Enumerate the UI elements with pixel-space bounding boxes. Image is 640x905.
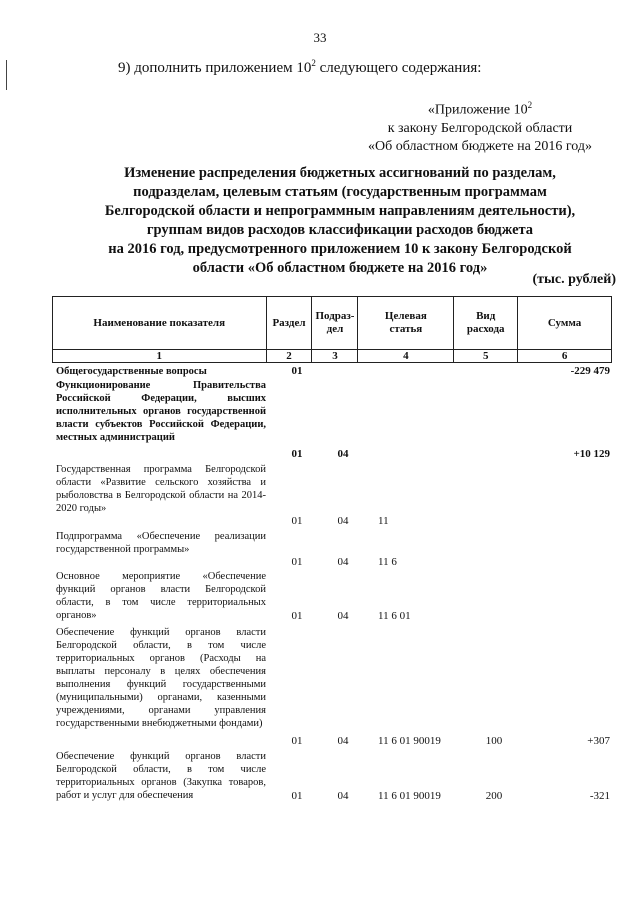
row-podrazdel: 04 [337, 790, 349, 802]
row-summa: +10 129 [573, 448, 610, 460]
row-statya: 11 6 01 [378, 610, 411, 622]
row-name: Обеспечение функций органов власти Белгородской области, в том числе территориальных органов (Расходы на выплаты персоналу в целях обеспечения выполнения функций государственными (муниципальными) органами, казенными учреждениями, органами управления государственными внебюджетными фондами) [56, 627, 266, 729]
col-num-5: 5 [454, 350, 518, 363]
row-name: Подпрограмма «Обеспечение реализации государственной программы» [56, 531, 266, 555]
row-razdel: 01 [291, 556, 303, 568]
row-razdel: 01 [291, 790, 303, 802]
row-vid: 200 [485, 790, 503, 802]
row-name: Государственная программа Белгородской области «Развитие сельского хозяйства и рыболовства в Белгородской области на 2014-2020 годы» [56, 464, 266, 514]
header-vid: Вид расхода [454, 297, 518, 350]
row-razdel: 01 [291, 735, 303, 747]
document-title: Изменение распределения бюджетных ассигнований по разделам, подразделам, целевым статьям (государственным программам Белгородской области и непрограммным направлениям деятельности), группам видов расходов классификации расходов бюджета на 2016 год, предусмотренного приложением 10 к закону Белгородской области «Об областном бюджете на 2016 год» [104, 165, 576, 276]
header-razdel: Раздел [266, 297, 312, 350]
page-number: 33 [313, 30, 327, 45]
col-num-4: 4 [358, 350, 454, 363]
row-summa: +307 [587, 735, 610, 747]
row-name: Функционирование Правительства Российской Федерации, высших исполнительных органов государственной власти субъектов Российской Федерации, местных администраций [56, 380, 266, 443]
row-summa: -229 479 [570, 365, 610, 377]
header-summa: Сумма [518, 297, 612, 350]
row-podrazdel: 04 [337, 735, 349, 747]
annex-line-3: «Об областном бюджете на 2016 год» [368, 138, 592, 154]
col-num-2: 2 [266, 350, 312, 363]
intro-text: 9) дополнить приложением $10^2$ следующего содержания: [118, 58, 482, 76]
annex-line-1: «Приложение $10^2$ [427, 100, 533, 118]
margin-mark [6, 60, 7, 90]
units-label: (тыс. рублей) [532, 272, 616, 287]
budget-table-header [52, 296, 612, 363]
row-name: Основное мероприятие «Обеспечение функций органов власти Белгородской области, в том числе территориальных органов» [56, 571, 266, 621]
row-statya: 11 [378, 515, 389, 527]
row-podrazdel: 04 [337, 610, 349, 622]
row-vid: 100 [485, 735, 503, 747]
row-statya: 11 6 [378, 556, 397, 568]
col-num-3: 3 [312, 350, 358, 363]
header-podrazdel: Подраз- дел [312, 297, 358, 350]
row-razdel: 01 [291, 448, 303, 460]
col-num-1: 1 [53, 350, 267, 363]
row-razdel: 01 [291, 515, 303, 527]
header-row [53, 297, 612, 350]
annex-line-2: к закону Белгородской области [387, 120, 573, 136]
row-statya: 11 6 01 90019 [378, 790, 441, 802]
row-name: Общегосударственные вопросы [56, 366, 207, 377]
row-podrazdel: 04 [337, 515, 349, 527]
col-num-6: 6 [518, 350, 612, 363]
row-razdel: 01 [291, 610, 303, 622]
row-razdel: 01 [291, 365, 303, 377]
row-podrazdel: 04 [337, 556, 349, 568]
row-podrazdel: 04 [337, 448, 349, 460]
header-name: Наименование показателя [53, 297, 267, 350]
header-statya: Целевая статья [358, 297, 454, 350]
row-name: Обеспечение функций органов власти Белгородской области, в том числе территориальных органов (Закупка товаров, работ и услуг для обеспечения [56, 751, 266, 801]
row-statya: 11 6 01 90019 [378, 735, 441, 747]
column-number-row [53, 350, 612, 363]
annex-heading [340, 96, 620, 156]
row-summa: -321 [589, 790, 610, 802]
